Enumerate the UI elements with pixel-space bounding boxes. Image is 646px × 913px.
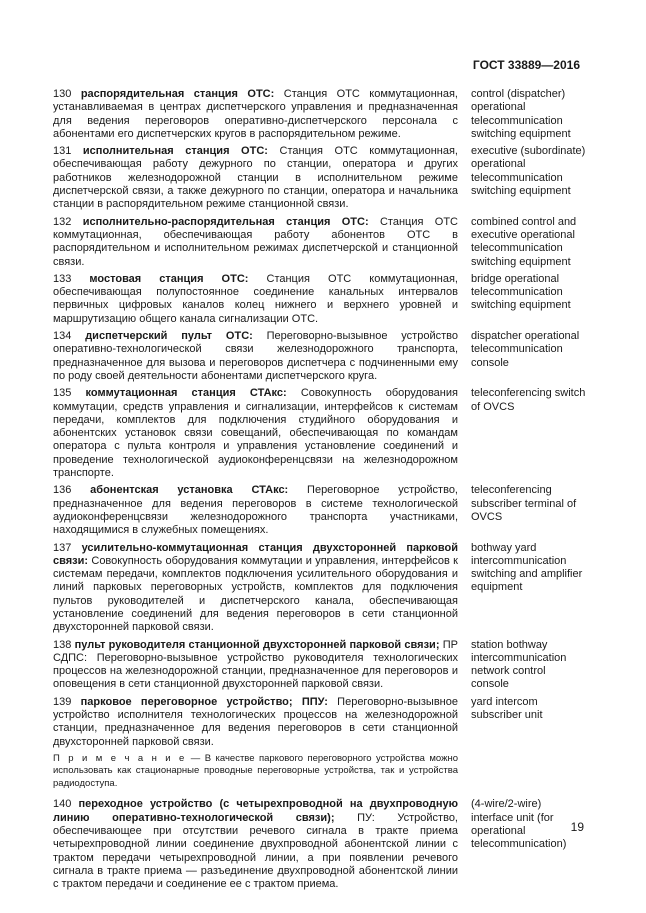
term-entry-134: [53, 330, 586, 383]
page-number: 19: [570, 820, 584, 834]
note-text: — В качестве паркового переговорного устройства можно использовать как стационарные проводные переговорные устройства, так и устройства радиодоступа.: [53, 752, 458, 789]
terms-list: [53, 88, 586, 896]
term-english: bothway yard intercommunication switching and amplifier equipment: [471, 541, 583, 594]
note: [53, 753, 458, 791]
term-english: control (dispatcher) operational telecommunication switching equipment: [471, 88, 571, 140]
term-title: распорядительная станция ОТС:: [80, 88, 275, 100]
term-english: teleconferencing switch of OVCS: [471, 387, 586, 413]
term-title: коммутационная станция СТАкс:: [85, 387, 287, 400]
term-english: executive (subordinate) operational telecommunication switching equipment: [471, 145, 586, 198]
term-title: исполнительно-распорядительная станция ОТС:: [82, 215, 369, 228]
term-definition: ПР СДПС: Переговорно-вызывное устройство руководителя технологических процессов на железнодорожной станции, предназначенное для переговоров и оповещения в сети станционной двухсторонней парковой связи.: [53, 638, 458, 691]
term-english: combined control and executive operational telecommunication switching equipment: [471, 215, 577, 268]
term-number: 139: [53, 695, 72, 708]
term-number: 133: [53, 272, 72, 285]
term-definition: Переговорно-вызывное устройство исполнителя технологических процессов на железнодорожной станции, предназначенное для ведения переговоров в сети станционной двухсторонней парковой связи.: [53, 695, 458, 748]
term-definition: Переговорное устройство, предназначенное для ведения переговоров в системе технологической аудиоконференцсвязи железнодорожного транспорта участниками, находящимися в служебных помещениях.: [53, 484, 458, 537]
term-number: 131: [53, 145, 72, 158]
term-entry-133: [53, 273, 586, 326]
term-entry-140: [53, 798, 586, 891]
term-text: [53, 639, 458, 692]
term-number: 135: [53, 387, 72, 400]
term-title: пульт руководителя станционной двухсторонней парковой связи;: [74, 638, 440, 651]
term-english: station bothway intercommunication network control console: [471, 638, 567, 691]
term-definition: Станция ОТС коммутационная, обеспечивающая работу абонентов ОТС в распорядительном и исполнительном режимах диспетчерской и станционной связи.: [53, 215, 458, 268]
term-title: парковое переговорное устройство; ППУ:: [80, 695, 328, 708]
term-text: [53, 696, 458, 749]
term-entry-130: [53, 88, 586, 141]
term-number: 140: [53, 798, 72, 811]
term-english: teleconferencing subscriber terminal of OVCS: [471, 484, 577, 523]
term-entry-138: [53, 639, 586, 692]
term-text: [53, 216, 458, 269]
term-text: [53, 542, 458, 635]
term-entry-137: [53, 542, 586, 635]
term-entry-136: [53, 484, 586, 537]
term-title: диспетчерский пульт ОТС:: [85, 330, 253, 343]
term-text: [53, 330, 458, 383]
term-english: yard intercom subscriber unit: [471, 695, 543, 722]
term-title: абонентская установка СТАкс:: [90, 484, 289, 497]
term-title: исполнительная станция ОТС:: [82, 145, 268, 158]
term-english: bridge operational telecommunication switching equipment: [471, 272, 571, 312]
term-definition: Переговорно-вызывное устройство оперативно-технологической связи железнодорожного транспорта, предназначенное для вызова и переговоров диспетчера с подчиненными ему по роду своей деятельности абонентами диспетчерского круга.: [53, 330, 458, 382]
term-english: (4-wire/2-wire) interface unit (for operational telecommunication): [471, 798, 567, 851]
term-title: усилительно-коммутационная станция двухсторонней парковой связи:: [53, 541, 458, 567]
term-text: [53, 387, 458, 480]
term-entry-139: [53, 696, 586, 749]
term-english: dispatcher operational telecommunication console: [471, 330, 580, 369]
term-title: переходное устройство (с четырехпроводной на двухпроводную линию оперативно-технологической связи);: [53, 798, 458, 824]
term-definition: ПУ: Устройство, обеспечивающее при отсутствии речевого сигнала в тракте приема четырехпроводной линии соединение двухпроводной абонентской линии с трактом передачи четырехпроводной линии, а при появлении речевого сигнала в тракте приема — разъединение двухпроводной абонентской линии с трактом передачи и соединение ее с трактом приема.: [53, 811, 458, 891]
term-title: мостовая станция ОТС:: [89, 272, 249, 285]
term-number: 138: [53, 638, 72, 651]
term-number: 130: [53, 88, 72, 100]
term-number: 137: [53, 541, 72, 554]
term-entry-132: [53, 216, 586, 269]
term-entry-131: [53, 145, 586, 211]
term-definition: Станция ОТС коммутационная, устанавливаемая в центрах диспетчерского управления и предназначенная для ведения переговоров оперативно-диспетчерского персонала с абонентами его диспетчерских кругов в распорядительном режиме.: [53, 88, 458, 140]
term-entry-135: [53, 387, 586, 480]
term-text: [53, 484, 458, 537]
term-number: 136: [53, 484, 72, 497]
term-number: 132: [53, 215, 72, 228]
term-definition: Совокупность оборудования коммутации, средств управления и сигнализации, интерфейсов к системам передачи, комплектов для подключения студийного оборудования и абонентских установок связи совещаний, обеспечивающая по командам оператора с пульта контроля и управления установление соединений и проведение технологической аудиоконференцсвязи на железнодорожном транспорте.: [53, 387, 458, 480]
note-label: П р и м е ч а н и е: [53, 752, 187, 764]
standard-header: ГОСТ 33889—2016: [472, 58, 580, 72]
term-text: [53, 273, 458, 326]
term-text: [53, 145, 458, 211]
term-definition: Станция ОТС коммутационная, обеспечивающая полупостоянное соединение канальных интервалов первичных цифровых каналов колец нижнего и верхнего уровней и маршрутизацию общего канала сигнализации ОТС.: [53, 272, 458, 325]
term-definition: Станция ОТС коммутационная, обеспечивающая работу дежурного по станции, оператора и других работников железнодорожной станции в исполнительном режиме диспетчерской связи, а также дежурного по станции, оператора и начальника станции в распорядительном режиме станционной связи.: [53, 145, 458, 211]
term-number: 134: [53, 330, 72, 343]
term-text: [53, 88, 458, 141]
term-text: [53, 798, 458, 891]
term-definition: Совокупность оборудования коммутации и управления, интерфейсов к системам передачи, комплектов подключения усилительного оборудования и линий парковых переговорных устройств, комплектов для подключения пультов руководителей и диспетчерского канала, обеспечивающая установление соединений для ведения переговоров в сети станционной двухсторонней парковой связи.: [53, 554, 458, 634]
